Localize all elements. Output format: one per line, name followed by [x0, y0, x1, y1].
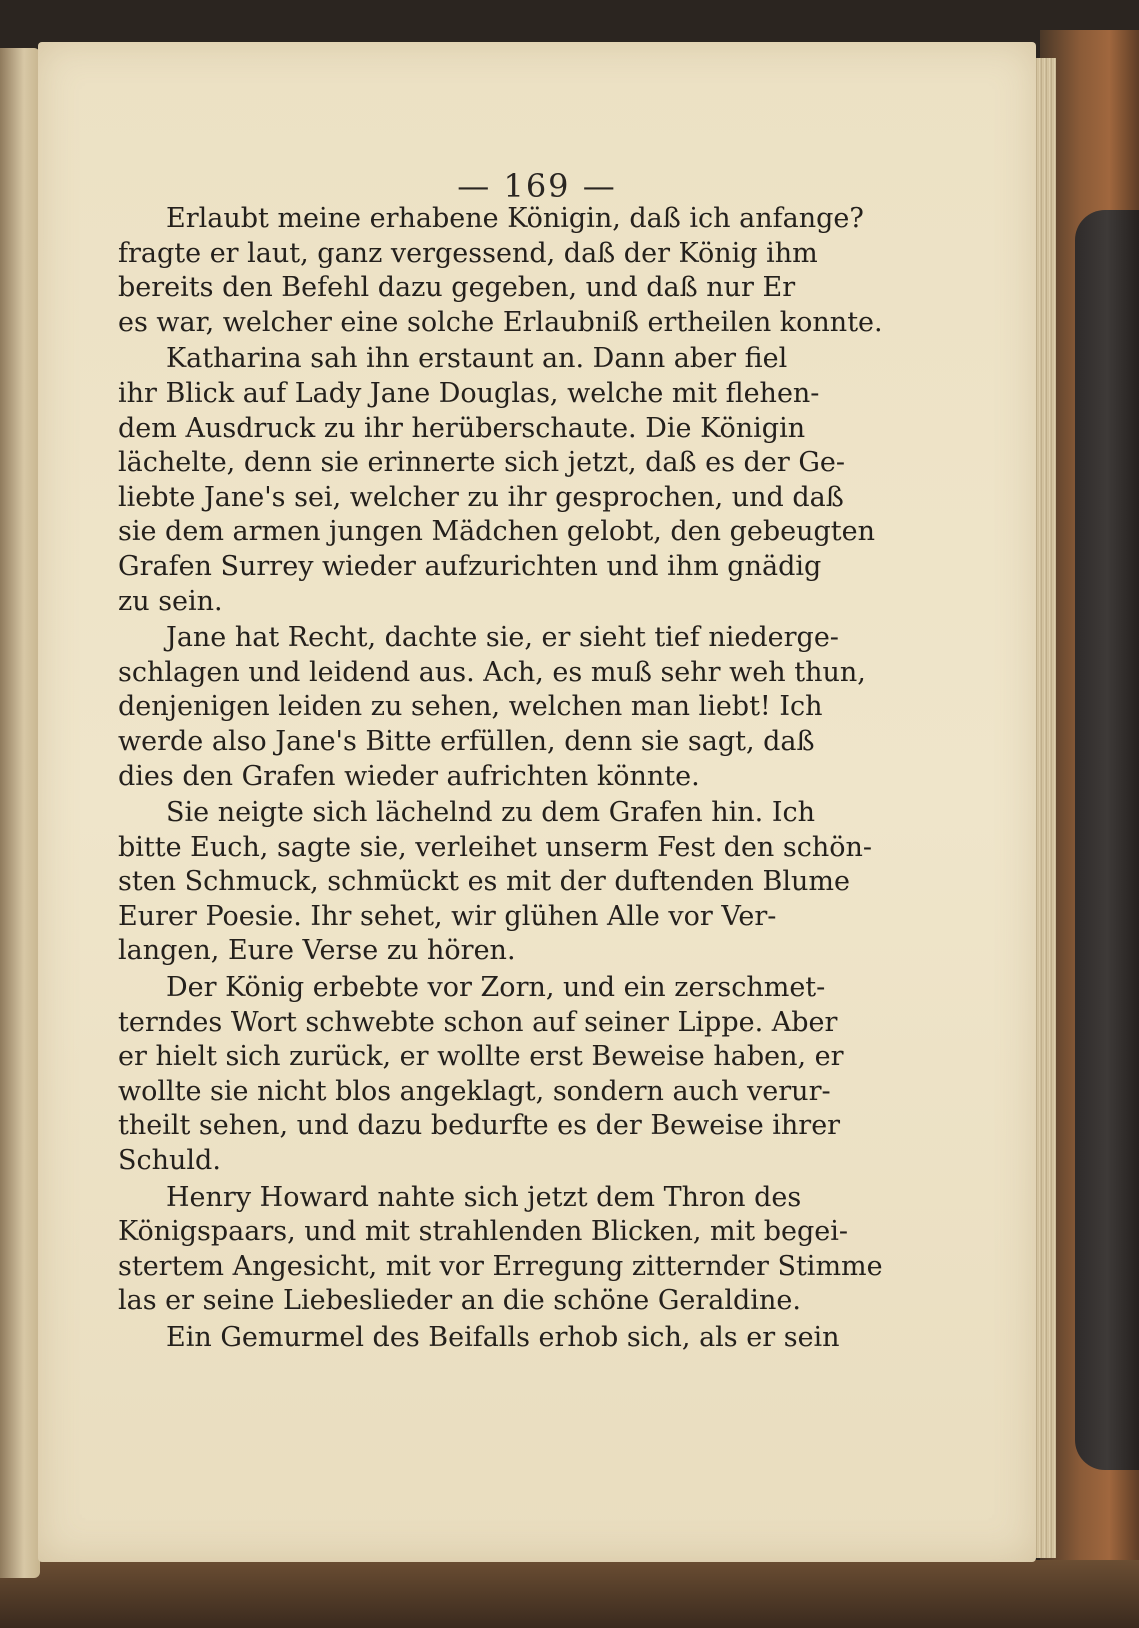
text-line: Henry Howard nahte sich jetzt dem Thron des [166, 1181, 802, 1213]
text-line: sie dem armen jungen Mädchen gelobt, den gebeugten [118, 516, 876, 548]
text-line: Der König erbebte vor Zorn, und ein zerschmet- [166, 972, 826, 1004]
text-line: wollte sie nicht blos angeklagt, sondern auch verur- [118, 1075, 831, 1107]
text-line: ihr Blick auf Lady Jane Douglas, welche mit flehen- [118, 377, 820, 409]
text-line: bereits den Befehl dazu gegeben, und daß nur Er [118, 272, 796, 304]
text-line: er hielt sich zurück, er wollte erst Beweise haben, er [118, 1041, 844, 1073]
text-line: stertem Angesicht, mit vor Erregung zitternder Stimme [118, 1250, 883, 1282]
page-number: — 169 — [457, 167, 617, 205]
text-line: dies den Grafen wieder aufrichten könnte. [118, 760, 700, 792]
facing-page-edge [0, 48, 40, 1578]
text-line: schlagen und leidend aus. Ach, es muß sehr weh thun, [118, 656, 866, 688]
text-line: werde also Jane's Bitte erfüllen, denn sie sagt, daß [118, 725, 815, 757]
text-line: Jane hat Recht, dachte sie, er sieht tief niederge- [166, 622, 839, 654]
text-line: denjenigen leiden zu sehen, welchen man liebt! Ich [118, 691, 823, 723]
text-line: lächelte, denn sie erinnerte sich jetzt, daß es der Ge- [118, 447, 845, 479]
text-line: liebte Jane's sei, welcher zu ihr gesprochen, und daß [118, 481, 844, 513]
text-line: Katharina sah ihn erstaunt an. Dann aber fiel [166, 343, 788, 375]
paragraph [118, 342, 888, 619]
text-line: Ein Gemurmel des Beifalls erhob sich, als er sein [166, 1322, 840, 1353]
text-line: dem Ausdruck zu ihr herüberschaute. Die Königin [118, 412, 806, 444]
text-line: las er seine Liebeslieder an die schöne Geraldine. [118, 1285, 801, 1317]
book-page [38, 42, 1036, 1562]
paragraph [118, 971, 888, 1179]
text-line: sten Schmuck, schmückt es mit der duftenden Blume [118, 866, 850, 898]
page-text [118, 202, 888, 1356]
paragraph [118, 796, 888, 969]
text-line: fragte er laut, ganz vergessend, daß der König ihm [118, 237, 818, 269]
text-line: Eurer Poesie. Ihr sehet, wir glühen Alle vor Ver- [118, 900, 777, 932]
text-line: Sie neigte sich lächelnd zu dem Grafen hin. Ich [166, 797, 816, 829]
paragraph [118, 1181, 888, 1319]
text-line: terndes Wort schwebte schon auf seiner Lippe. Aber [118, 1006, 838, 1038]
text-line: Erlaubt meine erhabene Königin, daß ich anfange? [166, 203, 864, 234]
text-line: zu sein. [118, 585, 223, 617]
text-line: Schuld. [118, 1145, 221, 1177]
text-line: es war, welcher eine solche Erlaubniß ertheilen konnte. [118, 306, 883, 338]
text-line: bitte Euch, sagte sie, verleihet unserm Fest den schön- [118, 831, 873, 863]
book-bottom-edge [0, 1560, 1139, 1628]
text-line: Grafen Surrey wieder aufzurichten und ihm gnädig [118, 550, 822, 582]
text-line: theilt sehen, und dazu bedurfte es der Beweise ihrer [118, 1110, 841, 1142]
book-cover-leather [1075, 210, 1139, 1470]
paragraph [118, 1321, 888, 1356]
paragraph [118, 202, 888, 340]
text-line: langen, Eure Verse zu hören. [118, 935, 516, 967]
paragraph [118, 621, 888, 794]
text-line: Königspaars, und mit strahlenden Blicken, mit begei- [118, 1216, 849, 1248]
